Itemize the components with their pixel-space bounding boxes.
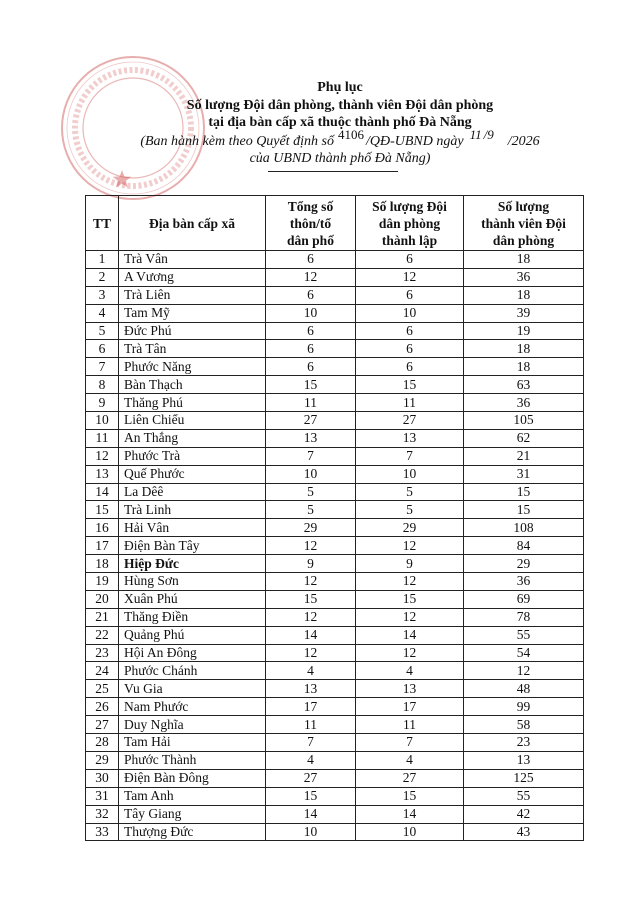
team-count: 6: [356, 286, 464, 304]
table-row: [86, 358, 584, 376]
member-count: 63: [464, 376, 584, 394]
team-count: 12: [356, 268, 464, 286]
village-count: 7: [266, 447, 356, 465]
table-row: [86, 340, 584, 358]
member-count: 99: [464, 698, 584, 716]
table-row: [86, 644, 584, 662]
team-count: 27: [356, 412, 464, 430]
row-number: 24: [86, 662, 119, 680]
table-row: [86, 447, 584, 465]
table-row: [86, 626, 584, 644]
row-number: 15: [86, 501, 119, 519]
row-number: 13: [86, 465, 119, 483]
village-count: 27: [266, 769, 356, 787]
row-number: 11: [86, 429, 119, 447]
village-count: 10: [266, 823, 356, 841]
table-row: [86, 322, 584, 340]
team-count: 10: [356, 304, 464, 322]
team-count: 12: [356, 537, 464, 555]
row-number: 25: [86, 680, 119, 698]
commune-name: Thăng Điền: [119, 608, 266, 626]
table-row: [86, 734, 584, 752]
village-count: 12: [266, 573, 356, 591]
team-count: 6: [356, 358, 464, 376]
member-count: 15: [464, 483, 584, 501]
member-count: 62: [464, 429, 584, 447]
member-count: 39: [464, 304, 584, 322]
row-number: 10: [86, 412, 119, 430]
member-count: 42: [464, 805, 584, 823]
title-line-2: tại địa bàn cấp xã thuộc thành phố Đà Nẵng: [208, 115, 472, 130]
member-count: 84: [464, 537, 584, 555]
table-row: [86, 429, 584, 447]
commune-name: Hùng Sơn: [119, 573, 266, 591]
village-count: 5: [266, 501, 356, 519]
commune-name: An Thắng: [119, 429, 266, 447]
issuance-prefix: (Ban hành kèm theo Quyết định số: [140, 133, 334, 149]
row-number: 19: [86, 573, 119, 591]
column-header-commune: Địa bàn cấp xã: [119, 196, 266, 251]
village-count: 6: [266, 322, 356, 340]
member-count: 54: [464, 644, 584, 662]
row-number: 23: [86, 644, 119, 662]
table-row: [86, 716, 584, 734]
member-count: 36: [464, 394, 584, 412]
team-count: 10: [356, 465, 464, 483]
table-row: [86, 483, 584, 501]
commune-name: Phước Thành: [119, 751, 266, 769]
table-row: [86, 501, 584, 519]
table-row: [86, 394, 584, 412]
village-count: 6: [266, 286, 356, 304]
village-count: 29: [266, 519, 356, 537]
table-row: [86, 555, 584, 573]
village-count: 6: [266, 340, 356, 358]
team-count: 12: [356, 573, 464, 591]
village-count: 5: [266, 483, 356, 501]
team-count: 13: [356, 429, 464, 447]
village-count: 12: [266, 268, 356, 286]
commune-name: Quế Phước: [119, 465, 266, 483]
team-count: 10: [356, 823, 464, 841]
heading-underline: [268, 171, 398, 172]
row-number: 29: [86, 751, 119, 769]
table-row: [86, 823, 584, 841]
row-number: 16: [86, 519, 119, 537]
table-row: [86, 251, 584, 269]
commune-name: Thăng Phú: [119, 394, 266, 412]
team-count: 11: [356, 394, 464, 412]
row-number: 18: [86, 555, 119, 573]
team-count: 15: [356, 787, 464, 805]
table-row: [86, 662, 584, 680]
member-count: 105: [464, 412, 584, 430]
commune-name: Quảng Phú: [119, 626, 266, 644]
commune-name: A Vương: [119, 268, 266, 286]
village-count: 6: [266, 251, 356, 269]
member-count: 31: [464, 465, 584, 483]
team-count: 5: [356, 483, 464, 501]
commune-name: Tây Giang: [119, 805, 266, 823]
village-count: 15: [266, 787, 356, 805]
village-count: 13: [266, 429, 356, 447]
row-number: 5: [86, 322, 119, 340]
team-count: 6: [356, 322, 464, 340]
commune-name: Điện Bàn Tây: [119, 537, 266, 555]
row-number: 28: [86, 734, 119, 752]
commune-name: Vu Gia: [119, 680, 266, 698]
team-count: 15: [356, 590, 464, 608]
team-count: 6: [356, 251, 464, 269]
decision-day: 11: [469, 126, 482, 142]
commune-name: Trà Liên: [119, 286, 266, 304]
member-count: 18: [464, 340, 584, 358]
member-count: 55: [464, 787, 584, 805]
title-line-1: Số lượng Đội dân phòng, thành viên Đội dân phòng: [186, 97, 494, 113]
table-row: [86, 376, 584, 394]
column-header-member-count: Số lượng thành viên Đội dân phòng: [464, 196, 584, 251]
member-count: 18: [464, 286, 584, 304]
table-row: [86, 787, 584, 805]
table-row: [86, 286, 584, 304]
team-count: 9: [356, 555, 464, 573]
member-count: 23: [464, 734, 584, 752]
row-number: 32: [86, 805, 119, 823]
commune-name: Trà Linh: [119, 501, 266, 519]
row-number: 14: [86, 483, 119, 501]
member-count: 69: [464, 590, 584, 608]
row-number: 27: [86, 716, 119, 734]
team-count: 4: [356, 751, 464, 769]
team-count: 29: [356, 519, 464, 537]
table-row: [86, 751, 584, 769]
team-count: 15: [356, 376, 464, 394]
team-count: 7: [356, 447, 464, 465]
member-count: 58: [464, 716, 584, 734]
member-count: 125: [464, 769, 584, 787]
header-row: [86, 196, 584, 251]
row-number: 26: [86, 698, 119, 716]
village-count: 13: [266, 680, 356, 698]
commune-name: Bàn Thạch: [119, 376, 266, 394]
row-number: 30: [86, 769, 119, 787]
member-count: 36: [464, 573, 584, 591]
village-count: 12: [266, 537, 356, 555]
village-count: 6: [266, 358, 356, 376]
table-row: [86, 412, 584, 430]
table-row: [86, 304, 584, 322]
commune-name: Nam Phước: [119, 698, 266, 716]
member-count: 19: [464, 322, 584, 340]
team-count: 7: [356, 734, 464, 752]
commune-name: Tam Hải: [119, 734, 266, 752]
member-count: 18: [464, 358, 584, 376]
table-body: [86, 251, 584, 841]
village-count: 7: [266, 734, 356, 752]
commune-name: Thượng Đức: [119, 823, 266, 841]
commune-name: Trà Vân: [119, 251, 266, 269]
row-number: 20: [86, 590, 119, 608]
table-row: [86, 465, 584, 483]
village-count: 10: [266, 465, 356, 483]
village-count: 27: [266, 412, 356, 430]
team-count: 4: [356, 662, 464, 680]
row-number: 17: [86, 537, 119, 555]
commune-name: Liên Chiểu: [119, 412, 266, 430]
table-row: [86, 573, 584, 591]
table-row: [86, 805, 584, 823]
member-count: 43: [464, 823, 584, 841]
member-count: 108: [464, 519, 584, 537]
village-count: 15: [266, 376, 356, 394]
decision-month: /9: [483, 126, 494, 142]
row-number: 4: [86, 304, 119, 322]
member-count: 36: [464, 268, 584, 286]
commune-name: Tam Mỹ: [119, 304, 266, 322]
village-count: 10: [266, 304, 356, 322]
village-count: 14: [266, 626, 356, 644]
member-count: 55: [464, 626, 584, 644]
commune-name: Đức Phú: [119, 322, 266, 340]
table-header: [86, 196, 584, 251]
row-number: 9: [86, 394, 119, 412]
village-count: 4: [266, 662, 356, 680]
commune-name: Xuân Phú: [119, 590, 266, 608]
village-count: 14: [266, 805, 356, 823]
row-number: 12: [86, 447, 119, 465]
table-row: [86, 698, 584, 716]
table-row: [86, 519, 584, 537]
team-count: 6: [356, 340, 464, 358]
member-count: 21: [464, 447, 584, 465]
decision-number: 4106: [337, 126, 364, 142]
team-count: 14: [356, 805, 464, 823]
issuer-line: của UBND thành phố Đà Nẵng): [249, 151, 431, 166]
village-count: 11: [266, 394, 356, 412]
commune-name: Phước Chánh: [119, 662, 266, 680]
table-row: [86, 769, 584, 787]
commune-name: Phước Trà: [119, 447, 266, 465]
column-header-team-count: Số lượng Đội dân phòng thành lập: [356, 196, 464, 251]
commune-name: Duy Nghĩa: [119, 716, 266, 734]
member-count: 78: [464, 608, 584, 626]
commune-name: La Dêê: [119, 483, 266, 501]
issuance-line: [100, 126, 580, 151]
commune-name: Hội An Đông: [119, 644, 266, 662]
row-number: 22: [86, 626, 119, 644]
row-number: 7: [86, 358, 119, 376]
team-count: 14: [356, 626, 464, 644]
team-count: 12: [356, 644, 464, 662]
member-count: 29: [464, 555, 584, 573]
commune-name: Phước Năng: [119, 358, 266, 376]
commune-name: Tam Anh: [119, 787, 266, 805]
decision-year: /2026: [507, 133, 540, 149]
team-count: 17: [356, 698, 464, 716]
team-count: 11: [356, 716, 464, 734]
commune-name: Trà Tân: [119, 340, 266, 358]
team-count: 5: [356, 501, 464, 519]
team-count: 12: [356, 608, 464, 626]
village-count: 12: [266, 644, 356, 662]
village-count: 11: [266, 716, 356, 734]
member-count: 13: [464, 751, 584, 769]
table-row: [86, 268, 584, 286]
member-count: 18: [464, 251, 584, 269]
row-number: 21: [86, 608, 119, 626]
table-row: [86, 590, 584, 608]
table-row: [86, 608, 584, 626]
commune-name: Hải Vân: [119, 519, 266, 537]
column-header-village-count: Tổng số thôn/tổ dân phố: [266, 196, 356, 251]
table-row: [86, 680, 584, 698]
team-count: 13: [356, 680, 464, 698]
member-count: 15: [464, 501, 584, 519]
row-number: 3: [86, 286, 119, 304]
village-count: 17: [266, 698, 356, 716]
village-count: 15: [266, 590, 356, 608]
appendix-title: Phụ lục: [317, 80, 363, 95]
row-number: 33: [86, 823, 119, 841]
row-number: 1: [86, 251, 119, 269]
row-number: 8: [86, 376, 119, 394]
commune-name: Điện Bàn Đông: [119, 769, 266, 787]
team-count: 27: [356, 769, 464, 787]
member-count: 12: [464, 662, 584, 680]
village-count: 9: [266, 555, 356, 573]
document-heading: [100, 79, 580, 168]
row-number: 31: [86, 787, 119, 805]
member-count: 48: [464, 680, 584, 698]
column-header-number: TT: [86, 196, 119, 251]
commune-name: Hiệp Đức: [119, 555, 266, 573]
row-number: 6: [86, 340, 119, 358]
decision-suffix: /QĐ-UBND ngày: [365, 133, 464, 149]
table-row: [86, 537, 584, 555]
row-number: 2: [86, 268, 119, 286]
civil-defense-table: [85, 195, 584, 841]
village-count: 4: [266, 751, 356, 769]
village-count: 12: [266, 608, 356, 626]
